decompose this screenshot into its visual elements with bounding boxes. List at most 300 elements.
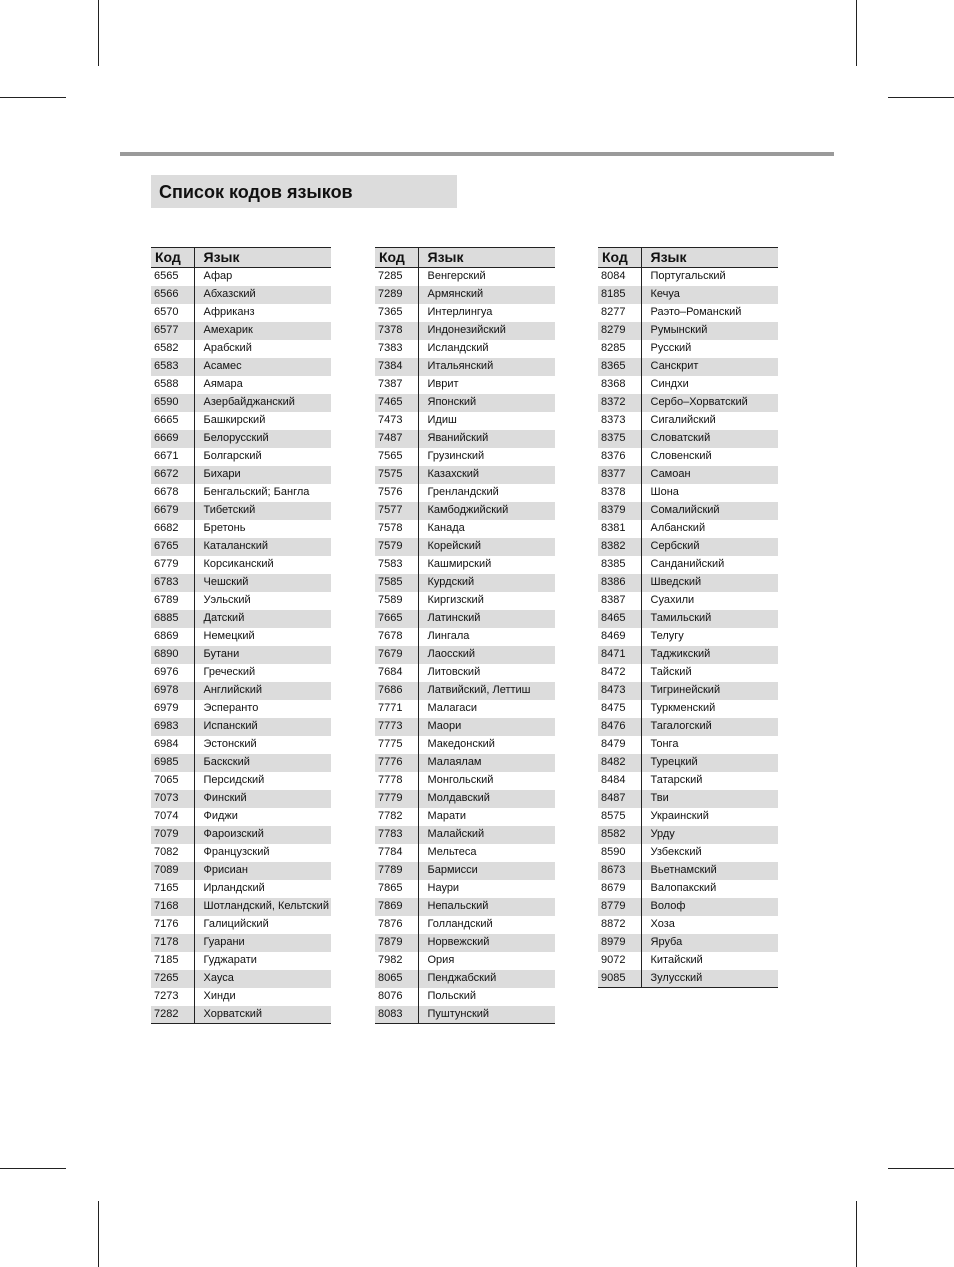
language-code: 7589 bbox=[378, 594, 403, 606]
language-code: 7773 bbox=[375, 718, 418, 736]
language-name: Маори bbox=[418, 718, 555, 736]
language-code: 6978 bbox=[151, 682, 194, 700]
language-name: Ирландский bbox=[194, 880, 331, 898]
table-row bbox=[598, 970, 778, 988]
table-row bbox=[151, 430, 331, 448]
language-code: 7684 bbox=[378, 666, 403, 678]
language-code: 7869 bbox=[375, 898, 418, 916]
table-row bbox=[375, 322, 555, 340]
table-row bbox=[375, 664, 555, 682]
language-code: 8475 bbox=[601, 702, 626, 714]
language-code: 8472 bbox=[601, 666, 626, 678]
language-name: Французский bbox=[194, 844, 331, 862]
language-code: 6682 bbox=[154, 522, 179, 534]
table-row bbox=[151, 898, 331, 916]
table-row bbox=[598, 394, 778, 412]
language-name: Африканз bbox=[194, 304, 331, 322]
table-row bbox=[375, 844, 555, 862]
page-title: Список кодов языков bbox=[151, 175, 457, 208]
language-code: 7576 bbox=[378, 486, 403, 498]
table-row bbox=[375, 682, 555, 700]
table-row bbox=[375, 772, 555, 790]
language-code: 8673 bbox=[598, 862, 641, 880]
language-code: 8872 bbox=[601, 918, 626, 930]
language-name: Эсперанто bbox=[194, 700, 331, 718]
language-code: 7168 bbox=[151, 898, 194, 916]
language-column-header: Язык bbox=[194, 248, 331, 268]
table-row bbox=[375, 376, 555, 394]
table-row bbox=[151, 538, 331, 556]
language-name: Телугу bbox=[641, 628, 778, 646]
table-row bbox=[151, 790, 331, 808]
language-name: Болгарский bbox=[194, 448, 331, 466]
table-row bbox=[598, 448, 778, 466]
language-name: Фрисиан bbox=[194, 862, 331, 880]
table-row bbox=[598, 952, 778, 970]
language-name: Арабский bbox=[194, 340, 331, 358]
table-row bbox=[375, 358, 555, 376]
table-header-row bbox=[375, 248, 555, 268]
language-name: Камбоджийский bbox=[418, 502, 555, 520]
language-code: 6665 bbox=[154, 414, 179, 426]
language-code: 6582 bbox=[154, 342, 179, 354]
language-name: Малагаси bbox=[418, 700, 555, 718]
language-code: 6672 bbox=[151, 466, 194, 484]
language-name: Русский bbox=[641, 340, 778, 358]
language-code: 6984 bbox=[154, 738, 179, 750]
language-code: 8575 bbox=[601, 810, 626, 822]
language-code: 8679 bbox=[601, 882, 626, 894]
table-row bbox=[151, 664, 331, 682]
language-name: Албанский bbox=[641, 520, 778, 538]
language-name: Афар bbox=[194, 268, 331, 286]
language-code: 8365 bbox=[598, 358, 641, 376]
table-row bbox=[598, 862, 778, 880]
language-code: 8379 bbox=[598, 502, 641, 520]
language-code: 6588 bbox=[154, 378, 179, 390]
table-row bbox=[598, 538, 778, 556]
language-name: Казахский bbox=[418, 466, 555, 484]
language-code: 7782 bbox=[378, 810, 403, 822]
table-row bbox=[151, 322, 331, 340]
language-code: 6985 bbox=[151, 754, 194, 772]
table-row bbox=[151, 286, 331, 304]
language-name: Аямара bbox=[194, 376, 331, 394]
table-row bbox=[375, 340, 555, 358]
language-code: 7578 bbox=[378, 522, 403, 534]
language-name: Тайский bbox=[641, 664, 778, 682]
language-name: Мельтеса bbox=[418, 844, 555, 862]
language-code: 8285 bbox=[601, 342, 626, 354]
language-name: Гуджарати bbox=[194, 952, 331, 970]
language-code: 6979 bbox=[154, 702, 179, 714]
table-row bbox=[151, 358, 331, 376]
language-code: 7176 bbox=[154, 918, 179, 930]
language-name: Польский bbox=[418, 988, 555, 1006]
language-name: Абхазский bbox=[194, 286, 331, 304]
table-row bbox=[598, 376, 778, 394]
table-row bbox=[375, 736, 555, 754]
language-code: 7074 bbox=[154, 810, 179, 822]
language-name: Румынский bbox=[641, 322, 778, 340]
language-name: Уэльский bbox=[194, 592, 331, 610]
language-name: Вьетнамский bbox=[641, 862, 778, 880]
language-name: Корсиканский bbox=[194, 556, 331, 574]
language-name: Белорусский bbox=[194, 430, 331, 448]
table-row bbox=[375, 880, 555, 898]
table-row bbox=[598, 556, 778, 574]
table-row bbox=[598, 322, 778, 340]
table-row bbox=[375, 934, 555, 952]
table-row bbox=[151, 340, 331, 358]
language-code: 7779 bbox=[375, 790, 418, 808]
language-name: Иврит bbox=[418, 376, 555, 394]
language-name: Норвежский bbox=[418, 934, 555, 952]
table-row bbox=[151, 754, 331, 772]
language-code: 6577 bbox=[151, 322, 194, 340]
language-code: 6669 bbox=[151, 430, 194, 448]
crop-mark-top-right-vertical bbox=[856, 0, 857, 66]
language-code: 7365 bbox=[378, 306, 403, 318]
table-row bbox=[151, 682, 331, 700]
language-name: Башкирский bbox=[194, 412, 331, 430]
language-name: Тагалогский bbox=[641, 718, 778, 736]
table-row bbox=[598, 754, 778, 772]
table-row bbox=[598, 664, 778, 682]
language-code: 6983 bbox=[151, 718, 194, 736]
language-code: 7784 bbox=[378, 846, 403, 858]
language-name: Гуарани bbox=[194, 934, 331, 952]
language-name: Валопакский bbox=[641, 880, 778, 898]
table-row bbox=[375, 952, 555, 970]
language-code: 7289 bbox=[375, 286, 418, 304]
language-code-table-1 bbox=[151, 247, 331, 1024]
language-name: Яруба bbox=[641, 934, 778, 952]
language-name: Азербайджанский bbox=[194, 394, 331, 412]
table-row bbox=[598, 772, 778, 790]
language-name: Молдавский bbox=[418, 790, 555, 808]
language-name: Хорватский bbox=[194, 1006, 331, 1024]
table-row bbox=[151, 628, 331, 646]
table-row bbox=[375, 304, 555, 322]
language-name: Хоза bbox=[641, 916, 778, 934]
table-row bbox=[598, 610, 778, 628]
language-name: Идиш bbox=[418, 412, 555, 430]
table-row bbox=[151, 574, 331, 592]
code-column-header: Код bbox=[598, 248, 641, 268]
language-name: Яванийский bbox=[418, 430, 555, 448]
table-row bbox=[598, 646, 778, 664]
crop-mark-bottom-right-horizontal bbox=[888, 1168, 954, 1169]
language-name: Словенский bbox=[641, 448, 778, 466]
language-code: 8376 bbox=[601, 450, 626, 462]
crop-mark-bottom-left-vertical bbox=[98, 1201, 99, 1267]
language-name: Немецкий bbox=[194, 628, 331, 646]
language-code: 7783 bbox=[375, 826, 418, 844]
language-name: Тамильский bbox=[641, 610, 778, 628]
language-code: 6678 bbox=[154, 486, 179, 498]
table-row bbox=[598, 340, 778, 358]
table-row bbox=[151, 376, 331, 394]
table-row bbox=[375, 700, 555, 718]
table-row bbox=[598, 412, 778, 430]
language-code: 8083 bbox=[375, 1006, 418, 1024]
table-row bbox=[598, 520, 778, 538]
language-name: Самоан bbox=[641, 466, 778, 484]
language-code: 6566 bbox=[151, 286, 194, 304]
table-row bbox=[375, 754, 555, 772]
table-row bbox=[151, 592, 331, 610]
language-name: Тигринейский bbox=[641, 682, 778, 700]
crop-mark-bottom-right-vertical bbox=[856, 1201, 857, 1267]
language-code: 8582 bbox=[598, 826, 641, 844]
table-row bbox=[598, 844, 778, 862]
language-name: Интерлингуа bbox=[418, 304, 555, 322]
table-row bbox=[375, 790, 555, 808]
language-code: 6765 bbox=[151, 538, 194, 556]
table-row bbox=[375, 538, 555, 556]
table-row bbox=[598, 286, 778, 304]
language-name: Македонский bbox=[418, 736, 555, 754]
language-name: Монгольский bbox=[418, 772, 555, 790]
language-code: 7273 bbox=[154, 990, 179, 1002]
table-row bbox=[375, 484, 555, 502]
table-row bbox=[598, 934, 778, 952]
language-code: 7383 bbox=[378, 342, 403, 354]
table-row bbox=[375, 268, 555, 286]
language-code: 8084 bbox=[601, 270, 626, 283]
language-code: 6789 bbox=[154, 594, 179, 606]
table-row bbox=[598, 916, 778, 934]
language-name: Армянский bbox=[418, 286, 555, 304]
language-code: 8469 bbox=[601, 630, 626, 642]
language-name: Венгерский bbox=[418, 268, 555, 286]
language-code: 7378 bbox=[375, 322, 418, 340]
language-name: Бармисси bbox=[418, 862, 555, 880]
language-code: 7678 bbox=[378, 630, 403, 642]
table-row bbox=[151, 520, 331, 538]
language-code: 7073 bbox=[151, 790, 194, 808]
language-name: Литовский bbox=[418, 664, 555, 682]
table-row bbox=[598, 718, 778, 736]
table-row bbox=[151, 808, 331, 826]
language-code: 7679 bbox=[375, 646, 418, 664]
language-code-table-2 bbox=[375, 247, 555, 1024]
language-name: Непальский bbox=[418, 898, 555, 916]
language-code: 7583 bbox=[378, 558, 403, 570]
language-code: 8386 bbox=[598, 574, 641, 592]
language-name: Бенгальский; Бангла bbox=[194, 484, 331, 502]
language-name: Таджикский bbox=[641, 646, 778, 664]
language-name: Фароизский bbox=[194, 826, 331, 844]
language-code: 8465 bbox=[598, 610, 641, 628]
language-code: 7178 bbox=[151, 934, 194, 952]
language-name: Тонга bbox=[641, 736, 778, 754]
language-name: Индонезийский bbox=[418, 322, 555, 340]
language-code: 8476 bbox=[598, 718, 641, 736]
table-row bbox=[375, 970, 555, 988]
table-row bbox=[598, 484, 778, 502]
language-name: Урду bbox=[641, 826, 778, 844]
language-code: 7265 bbox=[151, 970, 194, 988]
language-code-table-3 bbox=[598, 247, 778, 988]
language-name: Санскрит bbox=[641, 358, 778, 376]
language-name: Узбекский bbox=[641, 844, 778, 862]
language-code: 7079 bbox=[151, 826, 194, 844]
language-code: 7665 bbox=[375, 610, 418, 628]
language-name: Латинский bbox=[418, 610, 555, 628]
language-name: Греческий bbox=[194, 664, 331, 682]
table-row bbox=[598, 736, 778, 754]
language-name: Кашмирский bbox=[418, 556, 555, 574]
table-row bbox=[375, 988, 555, 1006]
top-rule bbox=[120, 152, 834, 156]
table-row bbox=[151, 1006, 331, 1024]
table-row bbox=[375, 502, 555, 520]
language-code: 8375 bbox=[598, 430, 641, 448]
language-name: Японский bbox=[418, 394, 555, 412]
language-code: 9085 bbox=[598, 970, 641, 988]
language-code: 6583 bbox=[151, 358, 194, 376]
language-code: 8373 bbox=[601, 414, 626, 426]
table-row bbox=[375, 556, 555, 574]
code-column-header: Код bbox=[151, 248, 194, 268]
language-name: Санданийский bbox=[641, 556, 778, 574]
language-name: Сигалийский bbox=[641, 412, 778, 430]
language-name: Чешский bbox=[194, 574, 331, 592]
language-code: 7879 bbox=[375, 934, 418, 952]
language-name: Голландский bbox=[418, 916, 555, 934]
language-code: 8381 bbox=[601, 522, 626, 534]
language-column-header: Язык bbox=[641, 248, 778, 268]
language-name: Исландский bbox=[418, 340, 555, 358]
language-name: Зулусский bbox=[641, 970, 778, 988]
language-code: 8484 bbox=[601, 774, 626, 786]
table-header-row bbox=[151, 248, 331, 268]
language-code: 8382 bbox=[598, 538, 641, 556]
language-code: 6976 bbox=[154, 666, 179, 678]
language-name: Туркменский bbox=[641, 700, 778, 718]
table-row bbox=[598, 304, 778, 322]
language-code: 7165 bbox=[154, 882, 179, 894]
language-name: Амехарик bbox=[194, 322, 331, 340]
table-row bbox=[598, 628, 778, 646]
table-row bbox=[151, 610, 331, 628]
language-code: 7082 bbox=[154, 846, 179, 858]
language-code: 8590 bbox=[601, 846, 626, 858]
table-row bbox=[598, 358, 778, 376]
language-code: 7775 bbox=[378, 738, 403, 750]
table-row bbox=[151, 970, 331, 988]
language-name: Турецкий bbox=[641, 754, 778, 772]
language-code: 7579 bbox=[375, 538, 418, 556]
language-name: Малайский bbox=[418, 826, 555, 844]
language-code: 6671 bbox=[154, 450, 179, 462]
language-code: 8368 bbox=[601, 378, 626, 390]
language-name: Баскский bbox=[194, 754, 331, 772]
language-code: 8377 bbox=[598, 466, 641, 484]
table-row bbox=[598, 268, 778, 286]
language-name: Лингала bbox=[418, 628, 555, 646]
table-row bbox=[151, 556, 331, 574]
language-name: Бретонь bbox=[194, 520, 331, 538]
language-code: 7387 bbox=[378, 378, 403, 390]
table-row bbox=[375, 448, 555, 466]
language-code: 7285 bbox=[378, 270, 403, 283]
language-name: Сербский bbox=[641, 538, 778, 556]
language-column-header: Язык bbox=[418, 248, 555, 268]
table-row bbox=[598, 502, 778, 520]
language-code: 8479 bbox=[601, 738, 626, 750]
language-name: Наури bbox=[418, 880, 555, 898]
language-code: 7789 bbox=[375, 862, 418, 880]
language-name: Пуштунский bbox=[418, 1006, 555, 1024]
language-code: 8487 bbox=[598, 790, 641, 808]
language-code: 8779 bbox=[598, 898, 641, 916]
table-row bbox=[598, 592, 778, 610]
language-name: Шотландский, Кельтский bbox=[194, 898, 331, 916]
language-code: 6783 bbox=[151, 574, 194, 592]
table-row bbox=[375, 286, 555, 304]
language-code: 7465 bbox=[375, 394, 418, 412]
language-code: 8482 bbox=[598, 754, 641, 772]
language-name: Курдский bbox=[418, 574, 555, 592]
table-row bbox=[151, 646, 331, 664]
language-name: Бихари bbox=[194, 466, 331, 484]
language-name: Фиджи bbox=[194, 808, 331, 826]
table-row bbox=[375, 826, 555, 844]
language-name: Латвийский, Леттиш bbox=[418, 682, 555, 700]
language-name: Португальский bbox=[641, 268, 778, 286]
table-row bbox=[375, 862, 555, 880]
language-code: 8378 bbox=[601, 486, 626, 498]
language-name: Эстонский bbox=[194, 736, 331, 754]
table-row bbox=[375, 610, 555, 628]
table-row bbox=[151, 268, 331, 286]
table-row bbox=[598, 826, 778, 844]
language-code: 7473 bbox=[378, 414, 403, 426]
crop-mark-bottom-left-horizontal bbox=[0, 1168, 66, 1169]
language-name: Украинский bbox=[641, 808, 778, 826]
language-code: 8279 bbox=[598, 322, 641, 340]
language-name: Грузинский bbox=[418, 448, 555, 466]
language-name: Сомалийский bbox=[641, 502, 778, 520]
language-code: 8277 bbox=[601, 306, 626, 318]
language-name: Итальянский bbox=[418, 358, 555, 376]
table-row bbox=[375, 718, 555, 736]
language-code: 7982 bbox=[378, 954, 403, 966]
language-name: Датский bbox=[194, 610, 331, 628]
language-name: Асамес bbox=[194, 358, 331, 376]
language-name: Татарский bbox=[641, 772, 778, 790]
language-name: Шведский bbox=[641, 574, 778, 592]
language-name: Малаялам bbox=[418, 754, 555, 772]
table-row bbox=[151, 484, 331, 502]
table-row bbox=[375, 1006, 555, 1024]
table-row bbox=[598, 574, 778, 592]
table-row bbox=[151, 844, 331, 862]
table-row bbox=[375, 916, 555, 934]
language-code: 8471 bbox=[598, 646, 641, 664]
language-code: 7776 bbox=[375, 754, 418, 772]
table-row bbox=[375, 430, 555, 448]
language-name: Пенджабский bbox=[418, 970, 555, 988]
language-name: Испанский bbox=[194, 718, 331, 736]
table-row bbox=[375, 898, 555, 916]
language-code: 9072 bbox=[601, 954, 626, 966]
language-name: Марати bbox=[418, 808, 555, 826]
table-row bbox=[151, 862, 331, 880]
